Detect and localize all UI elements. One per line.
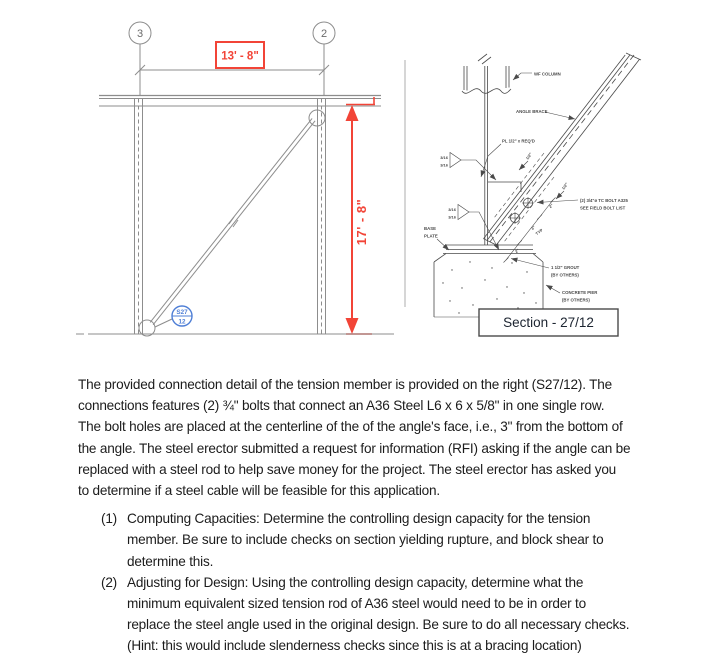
paragraph-line: connections features (2) ¾" bolts that connect an A36 Steel L6 x 6 x 5/8" in one single row. [78, 398, 605, 414]
weld-size-label: 3/16 [440, 162, 448, 168]
weld-size-label: 3/16 [448, 207, 456, 212]
height-dim-label: 17' - 8" [354, 198, 369, 246]
diagonal-brace [139, 110, 325, 336]
width-dim-label: 13' - 8" [221, 50, 259, 63]
width-dimension [135, 42, 329, 75]
bolt-note-line1: (2) 3/4"ø TC BOLT A325 [580, 198, 628, 203]
plate-label: PL 1/2" x REQ'D [502, 138, 535, 144]
weld-size-label: 3/16 [440, 155, 448, 160]
list-item-line: (Hint: this would include slenderness checks since this is at a bracing location) [127, 638, 582, 654]
paragraph-line: the angle. The steel erector submitted a request for information (RFI) asking if the angle can be [78, 440, 631, 456]
concrete-pier [434, 254, 543, 318]
grout-label-line2: (BY OTHERS) [551, 272, 579, 278]
list-item-line: member. Be sure to include checks on section yielding rupture, and block shear to [127, 532, 604, 548]
beam [99, 96, 381, 107]
callout-detail-label: 12 [178, 318, 186, 326]
paragraph-line: replaced with a steel rod to help save money for the project. The steel erector has asked you [78, 461, 617, 477]
list-item-1 [101, 508, 630, 572]
weld-size-label: 3/16 [448, 214, 456, 220]
concrete-label-line2: (BY OTHERS) [562, 297, 590, 303]
problem-statement [78, 374, 630, 657]
grid-bubble-2 [313, 22, 335, 44]
column-left [135, 99, 143, 335]
half-inch-label: 1/2" [524, 151, 534, 161]
gusset-plate [488, 182, 521, 192]
half-inch-label: 1/2" [560, 181, 570, 191]
list-item-2-marker: (2) [101, 574, 118, 590]
base-plate-label-line1: BASE [424, 226, 436, 231]
paragraph-line: The provided connection detail of the tension member is provided on the right (S27/12). The [78, 377, 612, 392]
concrete-label-line1: CONCRETE PIER [562, 290, 598, 295]
problem-paragraph [78, 374, 630, 501]
angle-brace-label: ANGLE BRACE [516, 109, 548, 114]
list-item-line: Adjusting for Design: Using the controlling design capacity, determine what the [127, 574, 584, 590]
callout-sheet-label: S27 [176, 309, 188, 316]
wf-column-label: WF COLUMN [534, 71, 561, 77]
section-detail-drawing [405, 53, 641, 336]
list-item-line: minimum equivalent sized tension rod of A36 steel would need to be in order to [127, 596, 586, 612]
concrete-speckles [442, 261, 536, 314]
dim-3-label: 3" [529, 224, 537, 232]
base-plate [443, 245, 536, 254]
edge-distance-lower [556, 182, 569, 199]
grout-label-line1: 1 1/2" GROUT [551, 265, 580, 270]
base-plate-callout [424, 226, 449, 250]
list-item-1-marker: (1) [101, 511, 118, 527]
paragraph-line: to determine if a steel cable will be feasible for this application. [78, 483, 440, 499]
weld-flag-icon [450, 153, 461, 168]
weld-flag-icon [458, 205, 469, 220]
edge-distance-upper [519, 152, 533, 170]
grid-bubble-3-label: 3 [136, 28, 144, 40]
wf-column [462, 54, 511, 245]
base-plate-label-line2: PLATE [424, 233, 438, 239]
section-caption-label: Section - 27/12 [503, 315, 594, 330]
section-caption [479, 309, 618, 336]
angle-brace [484, 53, 642, 245]
weld-symbol-lower [448, 205, 499, 251]
list-item-line: Computing Capacities: Determine the controlling design capacity for the tension [127, 511, 591, 527]
grid-bubble-3 [129, 22, 151, 44]
dim-2-label: 2" [513, 247, 521, 255]
list-item-line: determine this. [127, 553, 214, 569]
bolt-note-line2: SEE FIELD BOLT LIST [580, 205, 626, 211]
grid-bubble-2-label: 2 [320, 28, 328, 40]
elevation-drawing [76, 22, 394, 336]
paragraph-line: The bolt holes are placed at the centerline of the of the angle's face, i.e., 3" from the bottom of [78, 419, 623, 435]
down-arrowhead [346, 318, 359, 334]
list-item-2 [101, 572, 630, 657]
grout-callout [511, 259, 580, 278]
dim-typ-label: TYP [534, 227, 544, 237]
dim-2-label: 2" [547, 202, 555, 210]
height-dimension [346, 97, 376, 334]
wf-column-callout [513, 72, 561, 81]
angle-brace-callout [516, 109, 575, 119]
task-list [78, 508, 630, 656]
column-right [318, 99, 326, 335]
list-item-line: replace the steel angle used in the original design. Be sure to do all necessary checks. [127, 617, 630, 633]
up-arrowhead [346, 105, 359, 121]
concrete-callout [546, 285, 598, 303]
